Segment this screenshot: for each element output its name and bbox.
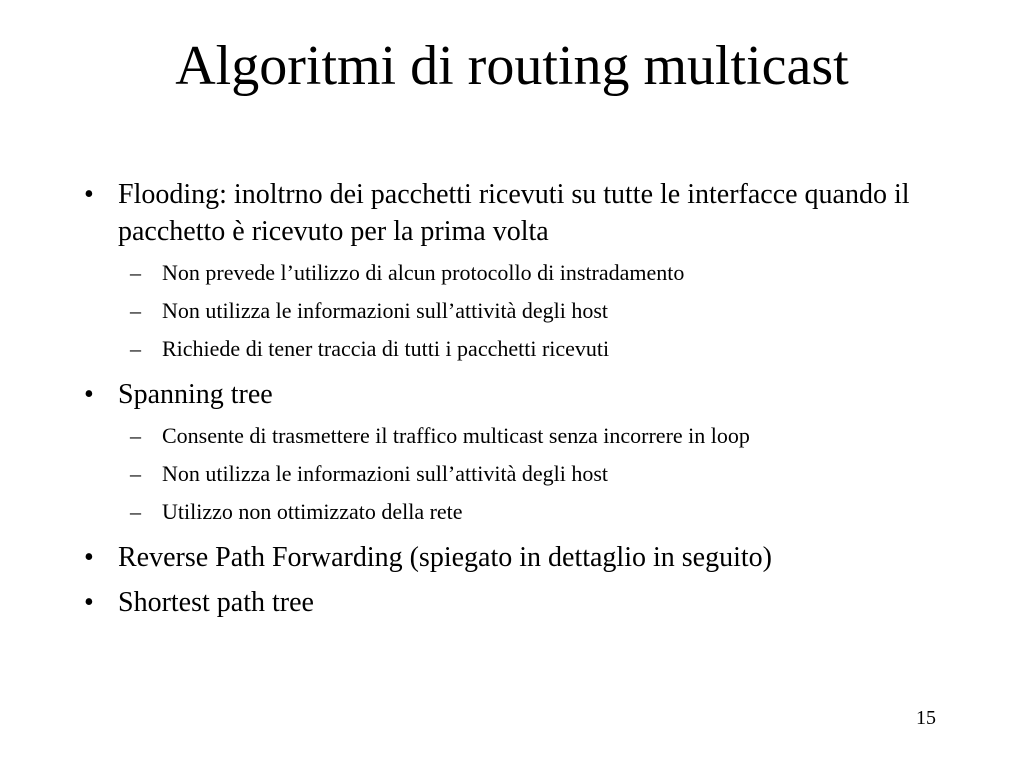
bullet-list — [78, 176, 958, 629]
dash-icon: – — [130, 260, 141, 285]
sub-bullet-text: Consente di trasmettere il traffico multicast senza incorrere in loop — [162, 423, 750, 448]
sub-bullet-item — [78, 296, 958, 326]
bullet-icon: • — [84, 542, 94, 573]
sub-bullet-text: Utilizzo non ottimizzato della rete — [162, 499, 463, 524]
page-number: 15 — [916, 707, 936, 729]
bullet-text: Spanning tree — [118, 379, 273, 410]
bullet-item-shortest-path-tree — [78, 584, 958, 621]
sub-bullet-item — [78, 459, 958, 489]
bullet-text: Shortest path tree — [118, 587, 314, 618]
bullet-text: Flooding: inoltrno dei pacchetti ricevuti su tutte le interfacce quando il pacchetto è ricevuto per la prima volta — [118, 179, 910, 247]
sub-bullet-item — [78, 421, 958, 451]
dash-icon: – — [130, 298, 141, 323]
bullet-icon: • — [84, 587, 94, 618]
sub-bullet-text: Non utilizza le informazioni sull’attività degli host — [162, 461, 609, 486]
bullet-item-reverse-path-forwarding — [78, 539, 958, 576]
bullet-text: Reverse Path Forwarding (spiegato in dettaglio in seguito) — [118, 542, 772, 573]
bullet-item-flooding — [78, 176, 958, 250]
dash-icon: – — [130, 499, 141, 524]
slide-title: Algoritmi di routing multicast — [175, 35, 849, 97]
sub-bullet-text: Non utilizza le informazioni sull’attività degli host — [162, 298, 609, 323]
dash-icon: – — [130, 461, 141, 486]
bullet-icon: • — [84, 179, 94, 210]
bullet-icon: • — [84, 379, 94, 410]
sub-bullet-item — [78, 497, 958, 527]
sub-bullet-item — [78, 258, 958, 288]
sub-bullet-text: Richiede di tener traccia di tutti i pacchetti ricevuti — [162, 336, 610, 361]
dash-icon: – — [130, 336, 141, 361]
bullet-item-spanning-tree — [78, 376, 958, 413]
sub-bullet-text: Non prevede l’utilizzo di alcun protocollo di instradamento — [162, 260, 685, 285]
sub-bullet-item — [78, 334, 958, 364]
dash-icon: – — [130, 423, 141, 448]
